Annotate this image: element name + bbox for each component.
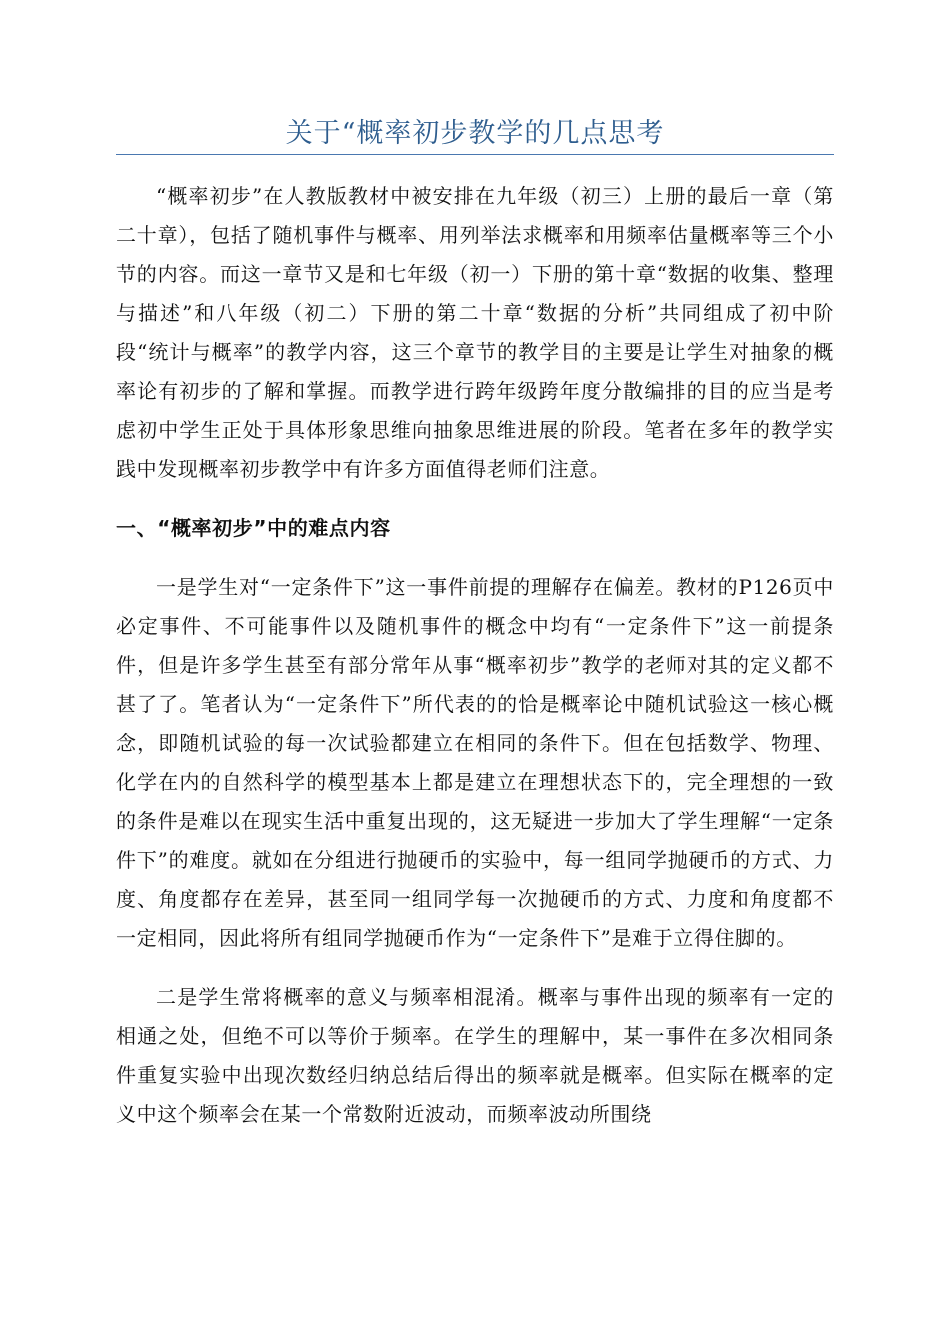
document-title: 关于“概率初步教学的几点思考 xyxy=(116,116,834,155)
intro-paragraph: “概率初步”在人教版教材中被安排在九年级（初三）上册的最后一章（第二十章），包括了随机事件与概率、用列举法求概率和用频率估量概率等三个小节的内容。而这一章节又是和七年级（初一）下册的第十章“数据的收集、整理与描述”和八年级（初二）下册的第二十章“数据的分析”共同组成了初中阶段“统计与概率”的教学内容，这三个章节的教学目的主要是让学生对抽象的概率论有初步的了解和掌握。而教学进行跨年级跨年度分散编排的目的应当是考虑初中学生正处于具体形象思维向抽象思维进展的阶段。笔者在多年的教学实践中发现概率初步教学中有许多方面值得老师们注意。 xyxy=(116,184,834,481)
body-paragraph-2: 二是学生常将概率的意义与频率相混淆。概率与事件出现的频率有一定的相通之处，但绝不可以等价于频率。在学生的理解中，某一事件在多次相同条件重复实验中出现次数经归纳总结后得出的频率就是概率。但实际在概率的定义中这个频率会在某一个常数附近波动，而频率波动所围绕 xyxy=(116,985,834,1126)
section-heading: 一、“概率初步”中的难点内容 xyxy=(116,516,391,540)
document-page xyxy=(116,0,834,1134)
body-paragraph-1: 一是学生对“一定条件下”这一事件前提的理解存在偏差。教材的P126页中必定事件、不可能事件以及随机事件的概念中均有“一定条件下”这一前提条件，但是许多学生甚至有部分常年从事“概率初步”教学的老师对其的定义都不甚了了。笔者认为“一定条件下”所代表的的恰是概率论中随机试验这一核心概念，即随机试验的每一次试验都建立在相同的条件下。但在包括数学、物理、化学在内的自然科学的模型基本上都是建立在理想状态下的，完全理想的一致的条件是难以在现实生活中重复出现的，这无疑进一步加大了学生理解“一定条件下”的难度。就如在分组进行抛硬币的实验中，每一组同学抛硬币的方式、力度、角度都存在差异，甚至同一组同学每一次抛硬币的方式、力度和角度都不一定相同，因此将所有组同学抛硬币作为“一定条件下”是难于立得住脚的。 xyxy=(116,575,834,950)
